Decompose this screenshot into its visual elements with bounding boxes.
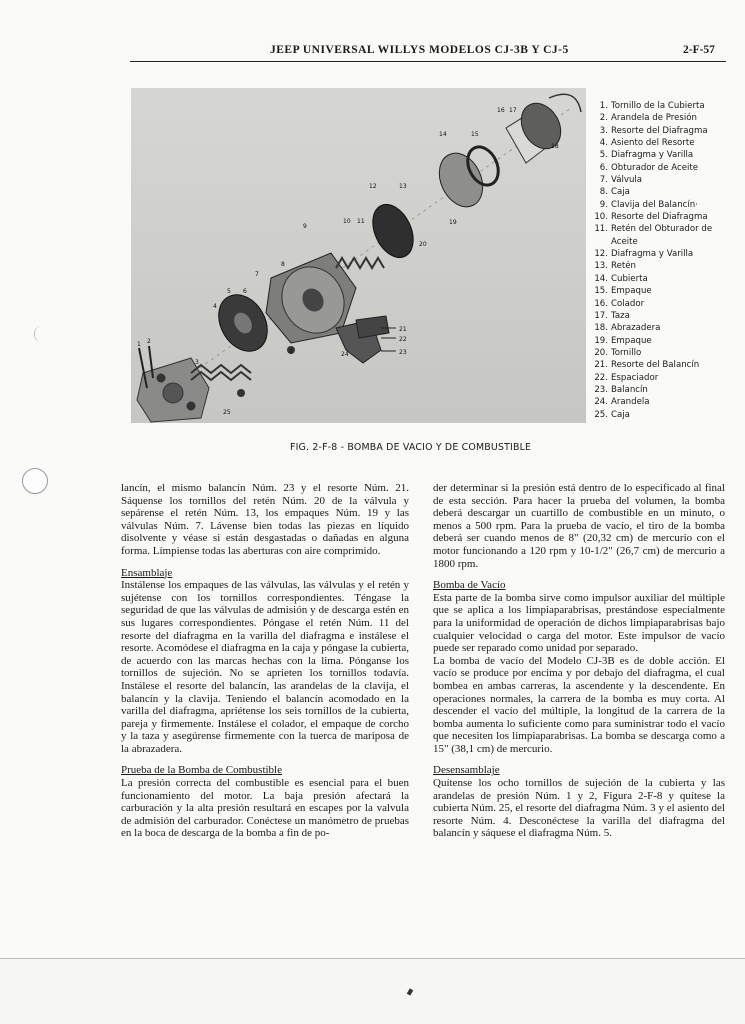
- legend-item-number: 19.: [594, 335, 608, 346]
- paragraph-bomba-2: La bomba de vacío del Modelo CJ-3B es de doble acción. El vacío se produce por encima y por debajo del diafragma, el cual bombea en ambas carreras, la ascendente y la descendente. En operaciones normales, la carrera de la bomba es muy corta. Al descender el vacío del múltiple, la longitud de la carrera de la bomba aumenta lo suficiente como para suministrar todo el vacío que necesiten los limpiaparabrisas. La bomba se descarga como a 15" (38,1 cm) de mercurio.: [433, 654, 725, 755]
- legend-item: [588, 162, 738, 174]
- legend-item-label: Taza: [611, 310, 630, 321]
- right-text-column: [433, 482, 725, 840]
- heading-desensamblaje: Desensamblaje: [433, 764, 500, 777]
- legend-item-label: Retén del Obturador de Aceite: [611, 224, 713, 247]
- legend-item-number: 6.: [599, 162, 608, 173]
- callout-21: 21: [399, 326, 407, 333]
- legend-item: [588, 174, 738, 186]
- legend-item: [588, 260, 738, 272]
- legend-item-number: 3.: [599, 125, 608, 136]
- callout-3: 3: [195, 359, 199, 366]
- legend-item-number: 24.: [594, 397, 608, 408]
- legend-item-number: 22.: [594, 372, 608, 383]
- callout-2: 2: [147, 338, 151, 345]
- legend-item-label: Diafragma y Varilla: [611, 249, 694, 260]
- callout-15: 15: [471, 131, 479, 138]
- legend-item-label: Diafragma y Varilla: [611, 150, 694, 161]
- callout-4: 4: [213, 303, 217, 310]
- legend-item-label: Abrazadera: [611, 323, 661, 334]
- callout-25: 25: [223, 409, 231, 416]
- callout-13: 13: [399, 183, 407, 190]
- legend-item: [588, 310, 738, 322]
- legend-item-number: 25.: [594, 409, 608, 420]
- legend-item-label: Colador: [611, 298, 645, 309]
- legend-item-number: 13.: [594, 261, 608, 272]
- legend-item: [588, 223, 738, 248]
- callout-11: 11: [357, 218, 365, 225]
- callout-12: 12: [369, 183, 377, 190]
- legend-item: [588, 384, 738, 396]
- legend-item-number: 14.: [594, 273, 608, 284]
- legend-item: [588, 211, 738, 223]
- legend-item: [588, 100, 738, 112]
- legend-item: [588, 359, 738, 371]
- callout-8: 8: [281, 261, 285, 268]
- callout-5: 5: [227, 288, 231, 295]
- legend-item-label: Obturador de Aceite: [611, 162, 699, 173]
- paragraph-bomba-1: Esta parte de la bomba sirve como impulsor auxiliar del múltiple que se aplica a los limpiaparabrisas, prestándose especialmente para la uniformidad de operación de dichos limpiaparabrisas bajo cualquier velocidad o carga del motor. Este impulsor de vacío puede ser reparado como unidad por separado.: [433, 591, 725, 655]
- legend-item-label: Empaque: [611, 335, 652, 346]
- callout-24: 24: [341, 351, 349, 358]
- legend-item: [588, 112, 738, 124]
- callout-7b: 7: [289, 349, 293, 356]
- binder-hole-shadow: [34, 326, 47, 342]
- heading-bomba-de-vacio: Bomba de Vacío: [433, 579, 506, 592]
- paragraph-intro-right: der determinar si la presión está dentro de lo especificado al final de esta sección. Para hacer la prueba del volumen, la bomba deberá descargar un cuartillo de combustible en un minuto, o menos a 500 rpm. Para la prueba de vacío, el tiro de la bomba deberá ser cuando menos de 8" (20,32 cm) de mercurio con el motor funcionando a 120 rpm y 10-1/2" (26,7 cm) de mercurio a 1800 rpm.: [433, 482, 725, 570]
- running-header: JEEP UNIVERSAL WILLYS MODELOS CJ-3B Y CJ-5: [270, 44, 569, 56]
- legend-item-number: 8.: [599, 187, 608, 198]
- legend-item: [588, 335, 738, 347]
- callout-10: 10: [343, 218, 351, 225]
- paragraph-desensamblaje: Quítense los ocho tornillos de sujeción de la cubierta y las arandelas de presión Núm. 1 y 2, Figura 2-F-8 y quítese la cubierta Núm. 25, el resorte del diafragma Núm. 3 y el asiento del resorte Núm. 4. Desconéctese la varilla del diafragma del balancín y sáquese el diafragma Núm. 5.: [433, 777, 725, 840]
- legend-item: [588, 298, 738, 310]
- legend-item-label: Válvula: [611, 175, 643, 186]
- legend-item: [588, 322, 738, 334]
- callout-22: 22: [399, 336, 407, 343]
- binder-hole: [22, 468, 48, 494]
- paragraph-intro-left: lancín, el mismo balancín Núm. 23 y el resorte Núm. 21. Sáquense los tornillos del retén Núm. 20 de la válvula y sepárense el retén Núm. 13, los empaques Núm. 19 y las válvulas Núm. 7. Lávense bien todas las piezas en líquido disolvente y véase si están desgastadas o dañadas en alguna forma. Límpiense todas las aberturas con aire comprimido.: [121, 482, 409, 557]
- legend-item-number: 4.: [599, 138, 608, 149]
- legend-item: [588, 273, 738, 285]
- callout-7a: 7: [255, 271, 259, 278]
- legend-item: [588, 149, 738, 161]
- legend-item-number: 20.: [594, 347, 608, 358]
- legend-item-label: Balancín: [611, 384, 648, 395]
- callout-23: 23: [399, 349, 407, 356]
- legend-item-number: 5.: [599, 150, 608, 161]
- legend-item-label: Caja: [611, 187, 630, 198]
- heading-prueba: Prueba de la Bomba de Combustible: [121, 764, 282, 777]
- legend-item-number: 10.: [594, 212, 608, 223]
- callout-6: 6: [243, 288, 247, 295]
- heading-ensamblaje: Ensamblaje: [121, 566, 173, 579]
- legend-item: [588, 372, 738, 384]
- legend-item-label: Arandela: [611, 397, 650, 408]
- legend-item: [588, 285, 738, 297]
- legend-item-number: 11.: [594, 224, 608, 235]
- callout-14: 14: [439, 131, 447, 138]
- legend-item-label: Espaciador: [611, 372, 659, 383]
- left-text-column: [121, 482, 409, 840]
- page-number: 2-F-57: [683, 44, 715, 56]
- header-rule: [130, 61, 726, 62]
- callout-9: 9: [303, 223, 307, 230]
- legend-item: [588, 137, 738, 149]
- legend-item-label: Caja: [611, 409, 630, 420]
- scan-speck: [407, 988, 413, 995]
- legend-item-number: 2.: [599, 113, 608, 124]
- legend-item-label: Clavija del Balancín·: [611, 199, 698, 210]
- legend-item-number: 21.: [594, 360, 608, 371]
- callout-19: 19: [449, 219, 457, 226]
- legend-item-label: Cubierta: [611, 273, 648, 284]
- legend-item-label: Tornillo: [611, 347, 642, 358]
- legend-item-label: Resorte del Diafragma: [611, 125, 708, 136]
- legend-item-number: 7.: [599, 175, 608, 186]
- callout-1: 1: [137, 341, 141, 348]
- legend-item-label: Tornillo de la Cubierta: [611, 101, 705, 111]
- legend-item-number: 23.: [594, 384, 608, 395]
- legend-item-label: Retén: [611, 261, 636, 272]
- legend-item-number: 9.: [599, 199, 608, 210]
- callout-20: 20: [419, 241, 427, 248]
- legend-item-number: 12.: [594, 249, 608, 260]
- legend-item-label: Empaque: [611, 286, 652, 297]
- parts-legend: [588, 100, 738, 421]
- callout-16: 16: [497, 107, 505, 114]
- legend-item-number: 1.: [599, 101, 608, 111]
- legend-item: [588, 248, 738, 260]
- legend-item-label: Resorte del Balancín: [611, 360, 700, 371]
- paragraph-prueba: La presión correcta del combustible es esencial para el buen funcionamiento del motor. La baja presión afectará la carburación y la alta presión resultará en escapes por la valvula de admisión del carburador. Conéctese un manómetro de pruebas en la boca de descarga de la bomba a fin de po-: [121, 777, 409, 840]
- legend-item: [588, 186, 738, 198]
- legend-item: [588, 396, 738, 408]
- legend-item: [588, 409, 738, 421]
- legend-item: [588, 347, 738, 359]
- legend-item-label: Arandela de Presión: [611, 113, 697, 124]
- legend-item-number: 15.: [594, 286, 608, 297]
- paragraph-ensamblaje: Instálense los empaques de las válvulas, las válvulas y el retén y sujétense con los tornillos correspondientes. Téngase la seguridad de que las válvulas de admisión y de descarga estén en sus lugares correspondientes. Póngase el retén Núm. 11 del resorte del diafragma en la varilla del diafragma e instálese el resorte. Acomódese el diafragma en la caja y póngase la cubierta, de acuerdo con las marcas hechas con la lima. Pónganse los tornillos de sujeción. No se aprieten los tornillos todavía. Instálese el resorte del balancín, las arandelas de la clavija, el balancín y la clavija. Teniendo el balancín acomodado en la varilla del diafragma, apriétense los seis tornillos de la cubierta, pareja y firmemente. Instálese el colador, el empaque de corcho y la taza y asegúrense firmemente con la tuerca de mariposa de la abrazadera.: [121, 579, 409, 755]
- legend-item: [588, 199, 738, 211]
- legend-item-label: Resorte del Diafragma: [611, 212, 708, 223]
- legend-item-number: 16.: [594, 298, 608, 309]
- figure-caption: FIG. 2-F-8 - BOMBA DE VACIO Y DE COMBUSTIBLE: [290, 442, 532, 453]
- legend-item-number: 18.: [594, 323, 608, 334]
- exploded-view-photo: [131, 88, 586, 423]
- callout-18: 18: [551, 143, 559, 150]
- callout-17: 17: [509, 107, 517, 114]
- legend-item: [588, 125, 738, 137]
- legend-item-number: 17.: [594, 310, 608, 321]
- fuel-pump-exploded-drawing: [131, 88, 586, 423]
- legend-item-label: Asiento del Resorte: [611, 138, 695, 149]
- page-bottom-edge: [0, 958, 745, 959]
